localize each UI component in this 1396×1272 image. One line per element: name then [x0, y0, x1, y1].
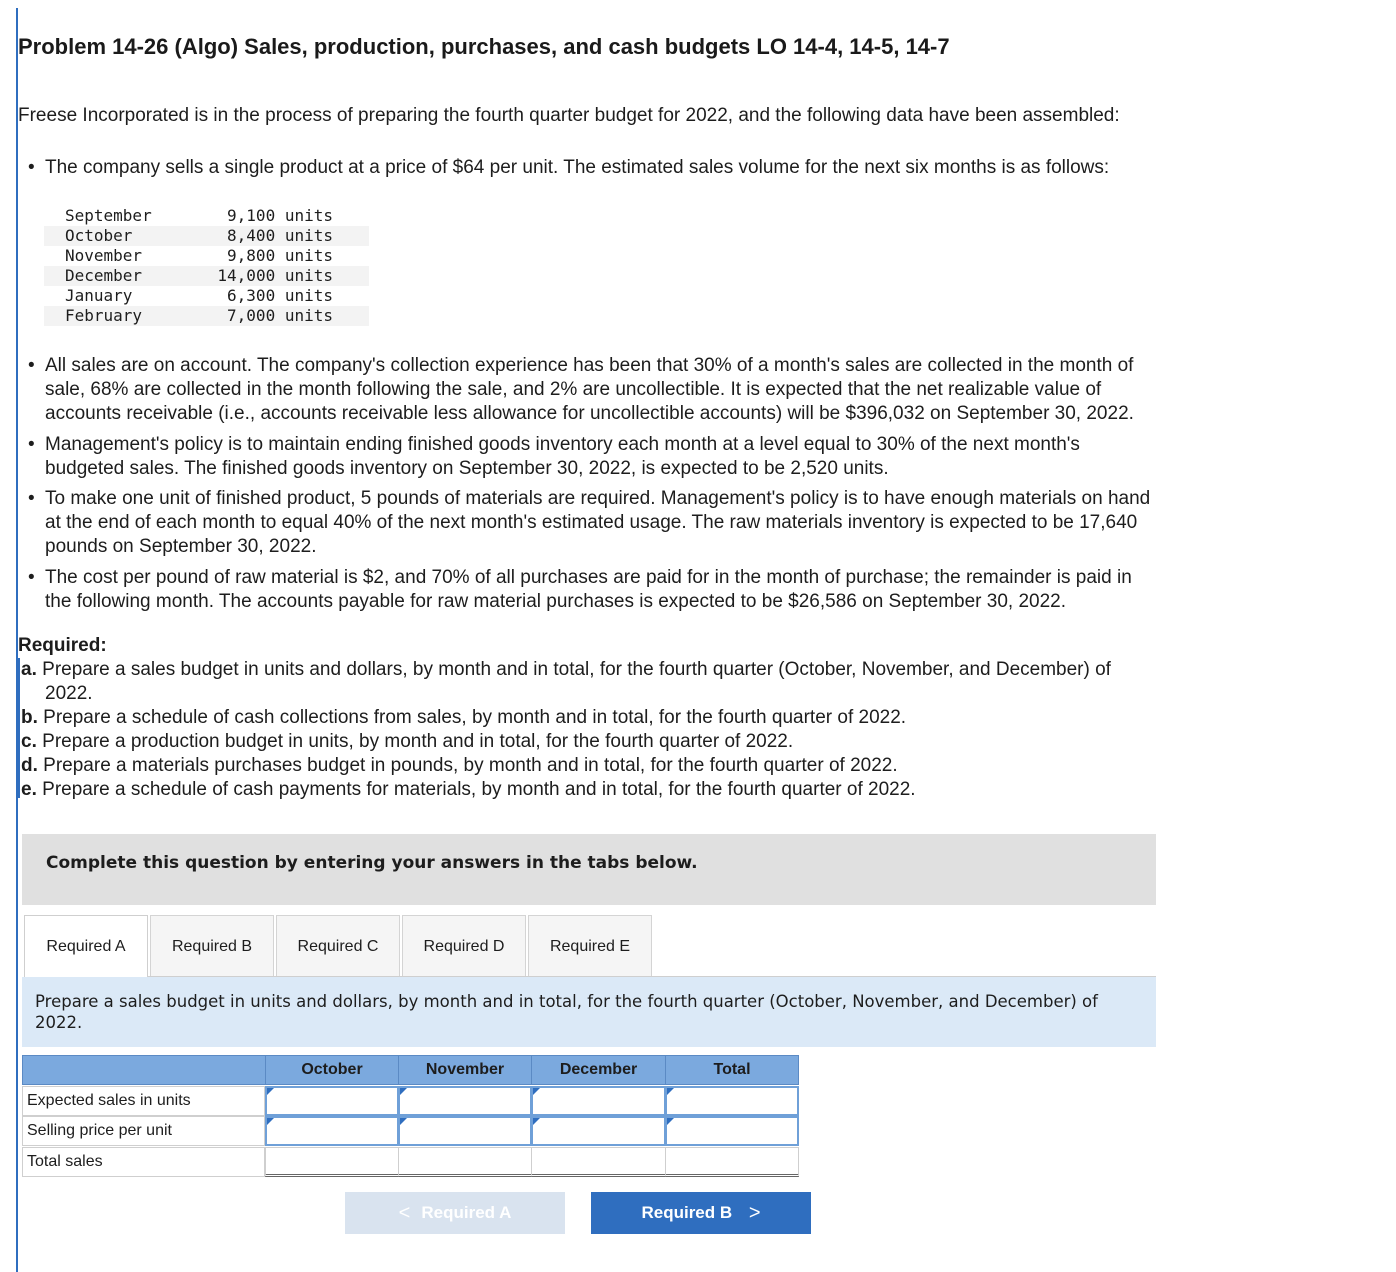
november-price-input[interactable] — [398, 1116, 532, 1146]
chevron-right-icon: > — [732, 1201, 761, 1224]
bullet-icon: • — [28, 567, 35, 588]
required-item-a: a. Prepare a sales budget in units and dollars, by month and in total, for the fourth quarter (October, November, and December) of — [21, 659, 1111, 680]
required-heading: Required: — [18, 635, 107, 656]
required-item-d: d. Prepare a materials purchases budget in pounds, by month and in total, for the fourth quarter of 2022. — [21, 755, 898, 776]
sales-row: September 9,100 units — [65, 206, 333, 225]
total-units-input[interactable] — [665, 1086, 799, 1116]
row-label-total-sales: Total sales — [22, 1147, 265, 1177]
november-total-sales — [398, 1147, 532, 1177]
sales-row: February 7,000 units — [44, 306, 369, 326]
intro-text: Freese Incorporated is in the process of preparing the fourth quarter budget for 2022, and the following data have been assembled: — [18, 105, 1120, 126]
tab-required-e[interactable]: Required E — [528, 915, 652, 977]
tab-required-a[interactable]: Required A — [24, 915, 148, 978]
bullet-icon: • — [28, 157, 35, 178]
october-total-sales — [265, 1147, 399, 1177]
header-blank-cell — [22, 1055, 266, 1085]
column-header-october: October — [265, 1055, 399, 1085]
total-total-sales — [665, 1147, 799, 1177]
tab-required-b[interactable]: Required B — [150, 915, 274, 977]
column-header-december: December — [531, 1055, 666, 1085]
required-accent-bar — [18, 658, 20, 798]
sales-volume-table — [44, 206, 369, 326]
october-units-input[interactable] — [265, 1086, 399, 1116]
tab-instruction: Prepare a sales budget in units and dollars, by month and in total, for the fourth quarter (October, November, and December) of 2022. — [22, 977, 1156, 1047]
row-label-price-per-unit: Selling price per unit — [22, 1116, 265, 1146]
bullet-icon: • — [28, 434, 35, 455]
complete-note: Complete this question by entering your answers in the tabs below. — [46, 853, 698, 873]
column-header-november: November — [398, 1055, 532, 1085]
required-item-e: e. Prepare a schedule of cash payments for materials, by month and in total, for the fourth quarter of 2022. — [21, 779, 916, 800]
total-price-input[interactable] — [665, 1116, 799, 1146]
tab-required-d[interactable]: Required D — [402, 915, 526, 977]
sales-row: October 8,400 units — [44, 226, 369, 246]
column-header-total: Total — [665, 1055, 799, 1085]
december-price-input[interactable] — [531, 1116, 666, 1146]
instructions-banner — [22, 834, 1156, 905]
bullet-icon: • — [28, 488, 35, 509]
prev-required-button[interactable]: < Required A — [345, 1192, 565, 1234]
bullet-icon: • — [28, 355, 35, 376]
october-price-input[interactable] — [265, 1116, 399, 1146]
december-units-input[interactable] — [531, 1086, 666, 1116]
november-units-input[interactable] — [398, 1086, 532, 1116]
sales-row: November 9,800 units — [65, 246, 333, 265]
required-item-c: c. Prepare a production budget in units, by month and in total, for the fourth quarter of 2022. — [21, 731, 794, 752]
december-total-sales — [531, 1147, 666, 1177]
sales-row: December 14,000 units — [44, 266, 369, 286]
required-item-b: b. Prepare a schedule of cash collections from sales, by month and in total, for the fourth quarter of 2022. — [21, 707, 907, 728]
required-item-a-cont: 2022. — [45, 683, 93, 704]
next-required-button[interactable]: Required B > — [591, 1192, 811, 1234]
row-label-expected-units: Expected sales in units — [22, 1086, 265, 1116]
tab-required-c[interactable]: Required C — [276, 915, 400, 977]
chevron-left-icon: < — [398, 1201, 422, 1224]
sales-row: January 6,300 units — [65, 286, 333, 305]
page-title: Problem 14-26 (Algo) Sales, production, purchases, and cash budgets LO 14-4, 14-5, 14-7 — [18, 34, 950, 59]
